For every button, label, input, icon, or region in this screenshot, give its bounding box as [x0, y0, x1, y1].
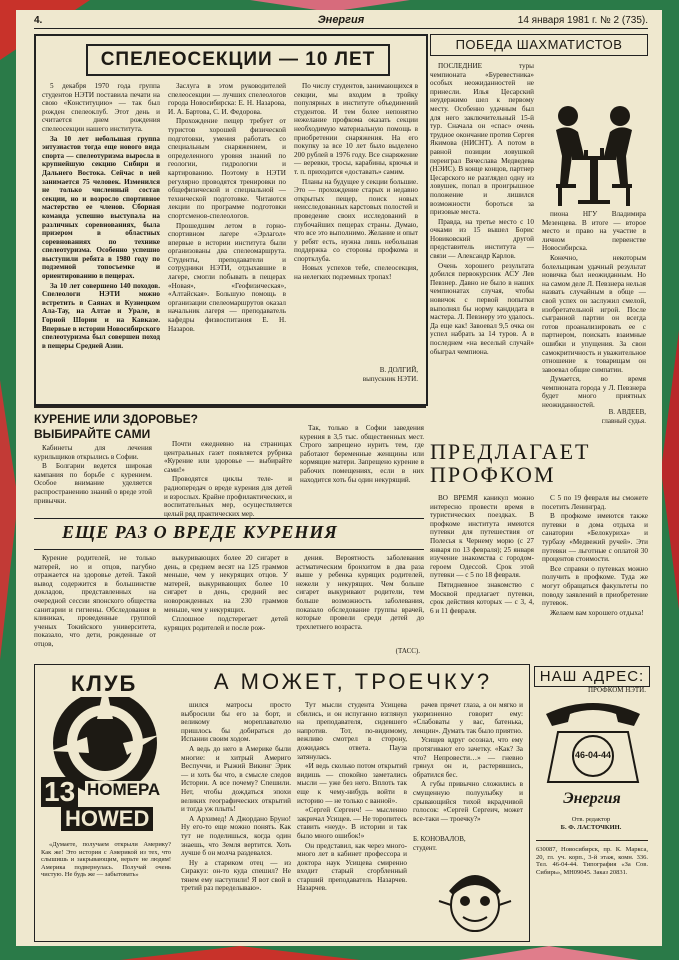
- smoking-question-article: [34, 410, 424, 518]
- club-column-2: Тут мысли студента Усищева сбились, и он испуганно взглянул на преподавателя, сидевшего напротив. Тот, по-видимому, вежливо смотрел в сторону, дожидаясь ответа. Пауза затянулась. «И ведь сколько потом открытий видишь — спокойно заметались мысли — уже без него. Вплоть так еще к чему-нибудь войти в историю — не только с ванной». «Сергей Сергеич! — мысленно закричал Усищев. — Не торопитесь ставить «неуд». В истории и так было много ошибок!» Он представил, как через много-много лет в кабинет профессора и доктора наук Усищева смиренно входит старый сгорбленный старший преподаватель Назарчев. Назарчев.: [297, 701, 407, 893]
- smoking-question-column-2: Почти ежедневно на страницах центральных газет появляется рубрика «Курение или здоровье — выбирайте сами!» Проводятся циклы теле- и радиопередач о вреде курения для детей и взрослых. Крайне профилактических, и воспитательных мер, осуществляется целый ряд практических мер.: [164, 440, 292, 518]
- chess-column-2: пиона НГУ Владимира Мезенцева. В итоге — второе место и право на участие в личном первенстве Новосибирска. Конечно, некоторым болельщикам удачный результат новичка был неожиданным. Но на самом деле Л. Певзнера нельзя назвать случайным в обще — свой успех он заслужил смелой, изобретательной игрой. После сыгранной партии он всегда готов проанализировать ее с партнером, поискать взаимные ошибки и упущения. За свои самокритичность и уважительное отношение к товарищам он завоевал общие симпатии. Думается, во время чемпионата города у Л. Певзнера будет много приятных неожиданностей.: [542, 210, 646, 410]
- smoking-question-title: КУРЕНИЕ ИЛИ ЗДОРОВЬЕ?: [34, 412, 198, 426]
- club-logo-top: КЛУБ: [67, 671, 141, 697]
- page-header: [34, 14, 648, 29]
- address-box: [534, 664, 650, 940]
- club-title: А МОЖЕТ, ТРОЕЧКУ?: [213, 669, 493, 694]
- chess-signature: В. АВДЕЕВ, главный судья.: [601, 408, 646, 425]
- address-brand: Энергия: [563, 790, 621, 807]
- chess-players-illustration: [542, 64, 646, 208]
- background-triangle-red: [120, 946, 360, 960]
- speleo-column-1: 5 декабря 1970 года группа студентов НЭТИ поставила печати на свою «Конституцию» — так был рожден спелеоклуб. Этот день и считается днем рождения спелеосекции нашего института. За 10 лет небольшая группа энтузиастов тогда еще нового вида спорта — спелеотуризма выросла в крупнейшую секцию Сибири и Дальнего Востока. Сейчас в ней занимается 75 человек. Изменился не только численный состав секции, но и возросло спортивное мастерство ее членов. Сборная команда успешно выступала на различных соревнованиях, была призером в областных соревнованиях по технике спелеотуризма. Особенно успешно выступили ребята в 1980 году по подземной топосъемке и ориентированию в пещерах. За 10 лет совершено 140 походов. Спелеологи НЭТИ можно встретить в Саянах и Кузнецком Ала-Тау, на Алтае и Урале, в Горной Шории и на Кавказе. Впервые в истории Новосибирского спелеотуризма был совершен поход в пещеры Средней Азии.: [42, 82, 160, 350]
- issue-date: 14 января 1981 г. № 2 (735).: [517, 15, 648, 26]
- club-column-1: шился матросы просто выбросили бы его за борт, и великому мореплавателю пришлось бы добираться до Испании своим ходом. А ведь до него в Америке были многие: и хитрый Америго Веспуччи, и Рыжий Викинг Эрик — и хоть бы что, в смысле следов Истории. А все почему? Спешили. Нет, чтобы дождаться эпохи великих географических открытий и тогда уж плыть! А Архимед! А Джордано Бруно! Ну его-то еще можно понять. Как тут не поделишься, когда один знаешь, что Земля вертится. Хоть лучше б он молча раздевался. Ну а стариком отец — из Сиракуз: он-то куда спешил? Не тянем ему наступили! Я вот свой в третий раз переделываю».: [181, 701, 291, 893]
- profkom-column-1: ВО ВРЕМЯ каникул можно интересно провести время в туристических поездках. В профкоме института имеются путевки для путешествия от Полесья к Чернему морю (с 27 января по 13 февраля); 25 января изучение знакомства с городом-героем Одессой. Срок этой путевки — с 5 по 18 февраля. Пятидневное знакомство с Москвой предлагает путевки, срок действия которых — с 3, 4, 6 и 11 февраля.: [430, 494, 534, 615]
- harm-title: ЕЩЕ РАЗ О ВРЕДЕ КУРЕНИЯ: [62, 522, 338, 542]
- harm-article: [34, 516, 424, 660]
- club-caption: «Думаете, получаем открыли Америку? Как же! Это история с Америкой из тех, что слышишь и закрывающим, верьте не людям! Америка подвернулась. Получай очень чистую. Не будь же — забытовать»: [41, 841, 171, 878]
- smoking-question-column-1: Кабинеты для лечения курильщиков открылись в Софии. В Болгарии ведется широкая кампания по борьбе с курением. Особое внимание уделяется распространению знаний о вреде этой привычки.: [34, 444, 152, 505]
- harm-column-2: выкуривающих более 20 сигарет в день, в среднем весят на 125 граммов меньше, чем у некурящих отцов. У матерей, выкуривающих более 10 сигарет в день, средний вес новорожденных на 230 граммов меньше, чем у некурящих. Сплошное подстерегает детей курящих родителей и после рож-: [164, 554, 288, 632]
- club-column-3: рачев прячет глаза, а он мягко и укоризненно говорит ему: «Слабоваты у вас, батенька, ленцин». Думать так было приятно. Усищев вдруг осознал, что ему протягивают его зачетку. «Как? За что? Непровести…» — гневно грянул он и, растерявшись, обратился бес. А губы привычно сложились в смущенную полуулыбку и срывающийся тихой вкрадчивой голосок: «Сергей Сергеич, может все-таки — троечку?»: [413, 701, 523, 823]
- speleo-title: СПЕЛЕОСЕКЦИИ — 10 ЛЕТ: [86, 44, 390, 76]
- speleo-signature: В. ДОЛГИЙ, выпускник НЭТИ.: [362, 366, 418, 383]
- page-number: 4.: [34, 15, 43, 26]
- chess-title: ПОБЕДА ШАХМАТИСТОВ: [430, 34, 648, 56]
- smoking-question-column-3: Так, только в Софии заведения курения в 3,5 тыс. общественных мест. Строго запрещено нурить тем, где работают беременные женщины или кормящие матери. Запрещено курение в рабочих помещениях, если в них находится хоть бы один некурящий.: [300, 424, 424, 484]
- divider: [34, 406, 426, 408]
- harm-column-1: Курение родителей, не только матерей, но и отцов, пагубно отражается на здоровье детей. Такой вывод содержится в большинстве докладов, представленных на очередной сессии японского общества санитарии и гигиены. Обследования в клиниках, проведенные группой ученых Токийского университета, показало, что дети, рожденные от отцов,: [34, 554, 156, 648]
- editor-name: Б. Ф. ЛАСТОЧКИН.: [560, 824, 622, 831]
- divider: [536, 840, 648, 841]
- club-signature: Б. КОНОВАЛОВ, студент.: [413, 835, 466, 852]
- profkom-title: ПРЕДЛАГАЕТ ПРОФКОМ: [430, 439, 591, 487]
- newspaper-page: [16, 10, 662, 946]
- speleo-column-2: Заслуга в этом руководителей спелеосекции — лучших спелеологов города Новосибирска: Е. Н. Назарова, И. А. Бартова, С. И. Федорова. Прохождение пещер требует от туристов хорошей физической подготовки, умения работать со специальным снаряжением, и определенного уровня знаний по геологии, гидрологии и картированию. Поэтому в НЭТИ регулярно проводятся тренировки по общефизической и специальной — технической подготовке. Читаются лекции по программе подготовки спортсменов-спелеологов. Прошедшим летом в горно-спортивном лагере «Эрлагол» впервые в истории института были организованы два спелеомаршрута. Студенты, преподаватели и сотрудники НЭТИ, отдыхавшие в лагере, смогли побывать в пещерах «Новая», «Геофизическая», «Алтайская». Большую помощь в организации спелеомаршрутов оказал начальник лагеря — преподаватель кафедры физвоспитания Е. Н. Назаров.: [168, 82, 286, 333]
- editor-label: Отв. редактор: [571, 816, 611, 823]
- speleo-column-3: По числу студентов, занимающихся в секции, мы входим в тройку популярных в институте объединений студентов. И тем более непонятно нежелание профкома оказать секции необходимую материальную помощь в приобретении снаряжения. На его покупку за все 10 лет было выделено 200 рублей в 1976 году. Все снаряжение — веревки, тросы, карабины, крючья и т. п. приходится «доставать» самим. Планы на будущее у секции большие. Это — прохождение старых и недавно открытых пещер, поиск новых неисследованных карстовых полостей и проведение своих исследований в глубочайших пещерах страны. Думаю, что все это выполнимо. Желание и опыт у ребят есть, нужна лишь небольшая поддержка со стороны профкома и спортклуба. Новых успехов тебе, спелеосекция, на нелегких подземных тропах!: [294, 82, 418, 282]
- club-logo-word1: НОМЕРА: [87, 780, 161, 799]
- telephone-illustration: [538, 692, 648, 788]
- background-triangle-pink: [459, 946, 639, 960]
- phone-number: 46-04-44: [574, 750, 612, 760]
- chess-column-1: ПОСЛЕДНИЕ туры чемпионата «Буревестника» особых неожиданностей не принесли. Илья Цесарский неудержимо шел к первому месту. Особенно удачным был для него заключительный 15-й тур. Сначала он «спас» очень трудное окончание против Сергея Якимова (НИСНТ). А потом в равной позиции ловушкой переиграл Вячеслава Медведева (НЭИС). В конце концов, партнер Цесарского не разглядел одну из ловушек, попал в проигрышное положение и лишился возможности бороться за призовые места. Правда, на третье место с 10 очками из 15 вышел Борис Новиковский другой представитель института — связи — Александр Карлов. Очень хорошего результата добился первокурсник АСУ Лев Певзнер. Давно не было в наших чемпионатах случая, чтобы новичок с первой попытки выполнял бы норму кандидата в мастера. Л. Певзнеру это удалось. Да еще как! Завоевал 9,5 очка он успел набрать за 14 туров. А в последнем «на веселый случай» обыграл чемпиона.: [430, 62, 534, 356]
- club-logo-word2: HOWED: [61, 807, 153, 831]
- profkom-column-2: С 5 по 19 февраля вы сможете посетить Ленинград. В профкоме имеются также путевки в дома отдыха и санатории «Белокуриха» и турбазу «Медвежий ручей». Эти путевки — льготные с оплатой 30 процентов стоимости. Все справки о путевках можно получить в профкоме. Туда же могут обращаться факультеты по поводу заявлений в приобретение путевок. Желаем вам хорошего отдыха!: [542, 494, 648, 617]
- address-title: НАШ АДРЕС:: [534, 666, 650, 687]
- harm-title-bar: [34, 518, 424, 550]
- harm-column-3: дения. Вероятность заболевания астматическим бронхитом в два раза выше у ребенка курящих родителей, нежели у некурящих. Чем больше сигарет выкуривают родители, тем больше возможность заболевания, показало обследование группы врачей, которые провели среди детей до трехлетнего возраста.: [296, 554, 424, 631]
- harm-signature: (ТАСС).: [395, 647, 420, 655]
- smoking-question-subtitle: ВЫБИРАЙТЕ САМИ: [34, 427, 151, 441]
- club-logo-number: 13: [41, 777, 78, 807]
- profkom-article: [430, 440, 650, 702]
- chess-article: [430, 34, 650, 434]
- background-triangle-red: [661, 330, 679, 610]
- profkom-signature: ПРОФКОМ НЭТИ.: [588, 686, 646, 694]
- student-face-illustration: [427, 861, 523, 937]
- newspaper-title: Энергия: [317, 14, 365, 26]
- speleo-article: [34, 34, 428, 406]
- club-article: [34, 664, 530, 942]
- club-logo: [41, 673, 169, 837]
- address-details: 630087, Новосибирск, пр. К. Маркса, 20, гл. уч. корп., 3-й этаж, комн. 336. Тел. 46-04-44. Типография «За Сов. Сибирь», МН09045. Заказ 20831.: [536, 846, 648, 876]
